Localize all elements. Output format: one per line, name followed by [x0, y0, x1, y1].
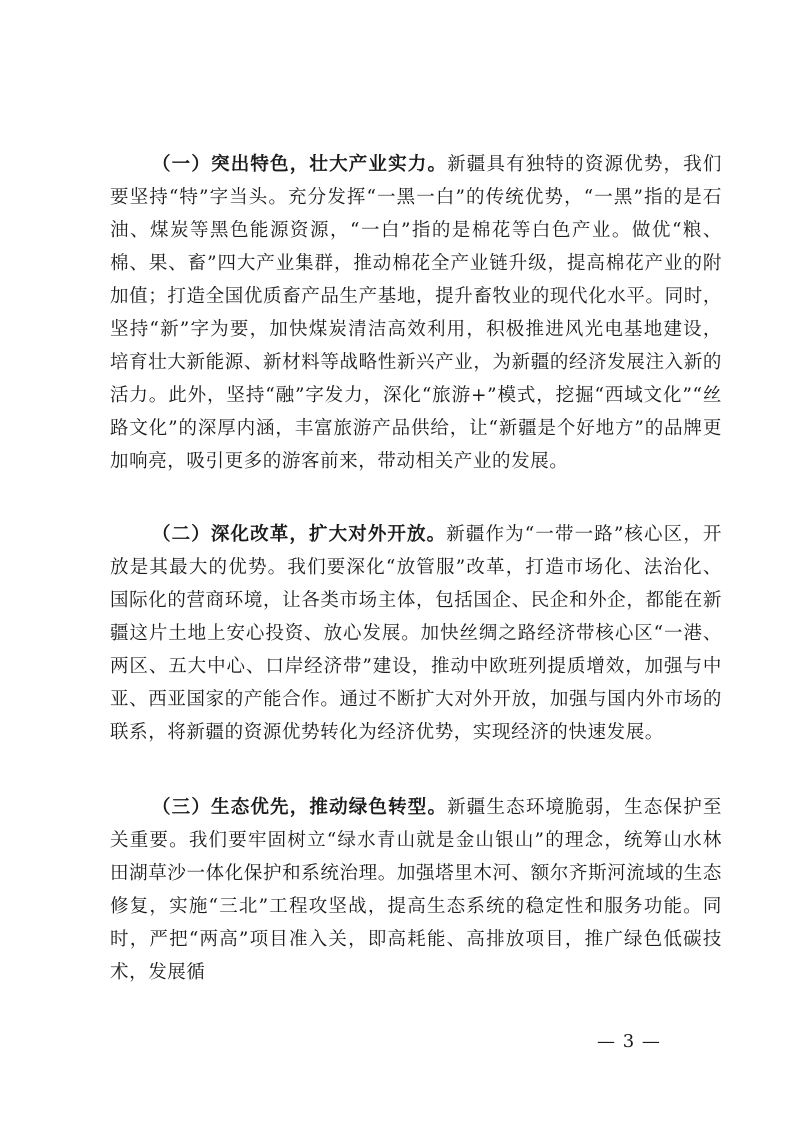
paragraph-1-heading: （一）突出特色，壮大产业实力。 — [152, 154, 448, 175]
paragraph-3 — [110, 791, 722, 989]
paragraph-2-heading: （二）深化改革，扩大对外开放。 — [152, 524, 447, 545]
paragraph-1 — [110, 148, 722, 478]
page-number: — 3 — — [597, 1031, 661, 1052]
paragraph-3-body: 新疆生态环境脆弱，生态保护至关重要。我们要牢固树立“绿水青山就是金山银山”的理念，统筹山水林田湖草沙一体化保护和系统治理。加强塔里木河、额尔齐斯河流域的生态修复，实施“三北”工程攻坚战，提高生态系统的稳定性和服务功能。同时，严把“两高”项目准入关，即高耗能、高排放项目，推广绿色低碳技术，发展循 — [110, 797, 722, 983]
paragraph-1-body: 新疆具有独特的资源优势，我们要坚持“特”字当头。充分发挥“一黑一白”的传统优势，“一黑”指的是石油、煤炭等黑色能源资源，“一白”指的是棉花等白色产业。做优“粮、棉、果、畜”四大产业集群，推动棉花全产业链升级，提高棉花产业的附加值；打造全国优质畜产品生产基地，提升畜牧业的现代化水平。同时，坚持“新”字为要，加快煤炭清洁高效利用，积极推进风光电基地建设，培育壮大新能源、新材料等战略性新兴产业，为新疆的经济发展注入新的活力。此外，坚持“融”字发力，深化“旅游+”模式，挖掘“西域文化”“丝路文化”的深厚内涵，丰富旅游产品供给，让“新疆是个好地方”的品牌更加响亮，吸引更多的游客前来，带动相关产业的发展。 — [110, 154, 722, 472]
paragraph-3-heading: （三）生态优先，推动绿色转型。 — [152, 797, 448, 818]
paragraph-2-body: 新疆作为“一带一路”核心区，开放是其最大的优势。我们要深化“放管服”改革，打造市场化、法治化、国际化的营商环境，让各类市场主体，包括国企、民企和外企，都能在新疆这片土地上安心投资、放心发展。加快丝绸之路经济带核心区“一港、两区、五大中心、口岸经济带”建设，推动中欧班列提质增效，加强与中亚、西亚国家的产能合作。通过不断扩大对外开放，加强与国内外市场的联系，将新疆的资源优势转化为经济优势，实现经济的快速发展。 — [110, 524, 722, 743]
paragraph-2 — [110, 518, 722, 749]
